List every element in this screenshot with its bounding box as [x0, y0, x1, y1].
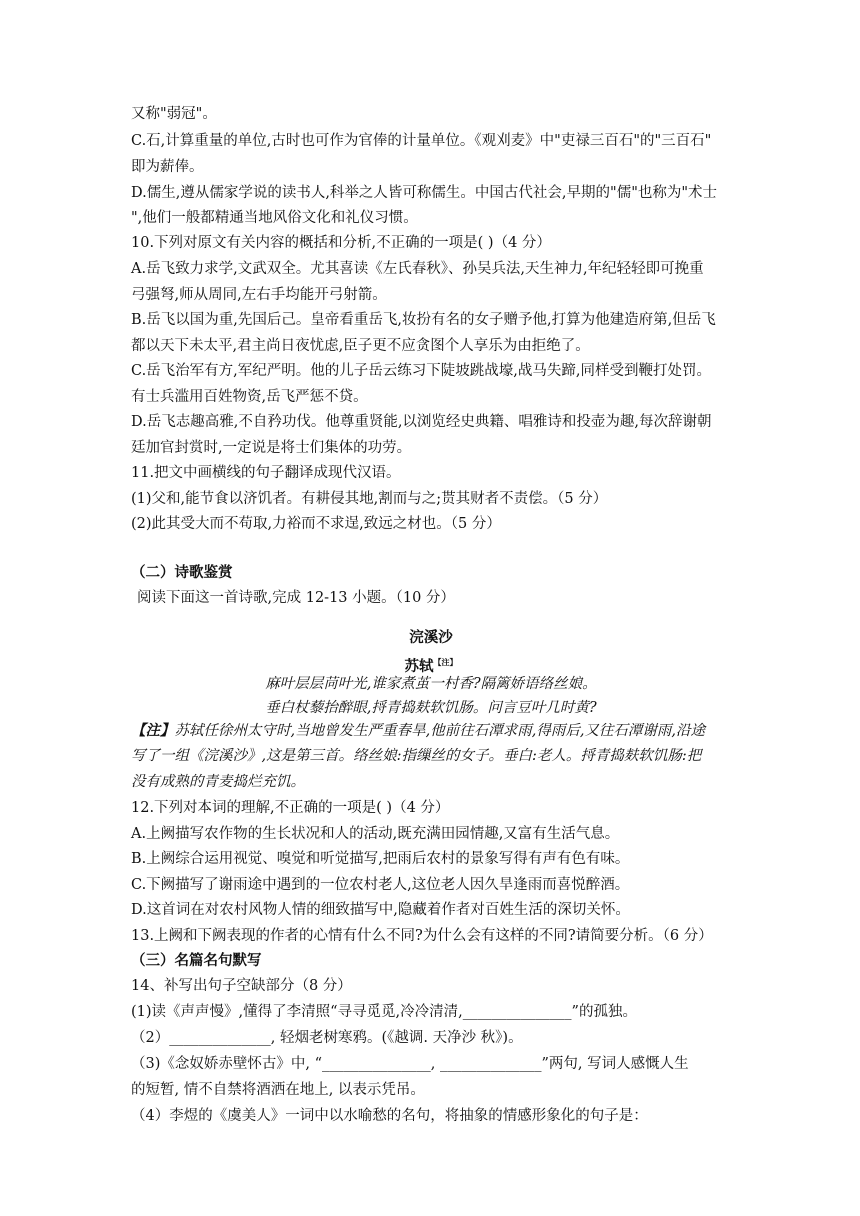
section-heading-poetry: （二）诗歌鉴赏: [131, 564, 233, 581]
q14-item-3: （3)《念奴娇赤壁怀古》中, “_______________, ______________”两句, 写词人感慨人生: [131, 1056, 689, 1072]
question-11: 11.把文中画横线的句子翻译成现代汉语。: [131, 465, 401, 481]
poem-title: 浣溪沙: [409, 629, 453, 646]
section-heading-recitation: （三）名篇名句默写: [131, 952, 262, 969]
poem-note-line: 写了一组《浣溪沙》,这是第三首。络丝娘:指缫丝的女子。垂白:老人。捋青捣麸软饥肠:把: [131, 748, 702, 764]
option-d-line: D.儒生,遵从儒家学说的读书人,科举之人皆可称儒生。中国古代社会,早期的"儒"也称为"术士: [131, 185, 718, 201]
text-line: 都以天下未太平,君主尚日夜忧虑,臣子更不应贪图个人享乐为由拒绝了。: [131, 338, 590, 354]
q10-option-c: C.岳飞治军有方,军纪严明。他的儿子岳云练习下陡坡跳战壕,战马失蹄,同样受到鞭打处罚。: [131, 363, 712, 379]
text-line: 的短暂, 情不自禁将酒洒在地上, 以表示凭吊。: [131, 1082, 425, 1098]
q12-option-c: C.下阙描写了谢雨途中遇到的一位农村老人,这位老人因久旱逢雨而喜悦醉酒。: [131, 877, 630, 893]
poem-author-name: 苏轼: [404, 657, 434, 675]
poem-note-line: 没有成熟的青麦捣烂充饥。: [131, 774, 305, 790]
text-line: 又称"弱冠"。: [131, 106, 217, 122]
q10-option-a: A.岳飞致力求学,文武双全。尤其喜读《左氏春秋》、孙吴兵法,天生神力,年纪轻轻即可挽重: [131, 261, 704, 277]
question-14: 14、补写出句子空缺部分（8 分）: [131, 978, 352, 994]
poetry-instruction: 阅读下面这一首诗歌,完成 12-13 小题。（10 分）: [137, 590, 455, 606]
text-line: 廷加官封赏时,一定说是将士们集体的功劳。: [131, 440, 412, 456]
q14-item-2: （2）______________, 轻烟老树寒鸦。(《越调. 天净沙 秋》)。: [131, 1030, 523, 1046]
q12-option-a: A.上阙描写农作物的生长状况和人的活动,既充满田园情趣,又富有生活气息。: [131, 826, 620, 842]
q14-item-1: (1)读《声声慢》,懂得了李清照“寻寻觅觅,冷冷清清,_______________”的孤独。: [131, 1004, 637, 1020]
text-line: 即为薪俸。: [131, 159, 204, 175]
poem-line: 垂白杖藜抬醉眼,捋青捣麸软饥肠。问言豆叶几时黄?: [265, 700, 597, 716]
q11-item-1: (1)父和,能节食以济饥者。有耕侵其地,割而与之;贳其财者不责偿。（5 分）: [131, 491, 608, 507]
text-line: 有士兵滥用百姓物资,岳飞严惩不贷。: [131, 389, 368, 405]
option-c-line: C.石,计算重量的单位,古时也可作为官俸的计量单位。《观刈麦》中"吏禄三百石"的"三百石": [131, 133, 712, 149]
question-13: 13.上阙和下阙表现的作者的心情有什么不同?为什么会有这样的不同?请简要分析。（6 分）: [131, 928, 713, 944]
q10-option-d: D.岳飞志趣高雅,不自矜功伐。他尊重贤能,以浏览经史典籍、唱雅诗和投壶为趣,每次辞谢朝: [131, 414, 712, 430]
text-line: 弓强弩,师从周同,左右手均能开弓射箭。: [131, 287, 387, 303]
poem-note: [131, 720, 731, 742]
text-line: ",他们一般都精通当地风俗文化和礼仪习惯。: [131, 210, 418, 226]
poem-line: 麻叶层层苘叶光,谁家煮茧一村香?隔篱娇语络丝娘。: [265, 676, 597, 692]
note-text: 苏轼任徐州太守时,当地曾发生严重春旱,他前往石潭求雨,得雨后,又往石潭谢雨,沿途: [174, 723, 706, 739]
q12-option-b: B.上阙综合运用视觉、嗅觉和听觉描写,把雨后农村的景象写得有声有色有味。: [131, 851, 630, 867]
q12-option-d: D.这首词在对农村风物人情的细致描写中,隐藏着作者对百姓生活的深切关怀。: [131, 902, 630, 918]
q10-option-b: B.岳飞以国为重,先国后己。皇帝看重岳飞,妆扮有名的女子赠予他,打算为他建造府第,但岳飞: [131, 312, 716, 328]
poem-author-note-mark: 【注】: [433, 657, 458, 667]
q11-item-2: (2)此其受大而不苟取,力裕而不求逞,致远之材也。（5 分）: [131, 516, 501, 532]
note-tag: 【注】: [131, 722, 175, 739]
question-12: 12.下列对本词的理解,不正确的一项是( )（4 分）: [131, 800, 450, 816]
question-10: 10.下列对原文有关内容的概括和分析,不正确的一项是( )（4 分）: [131, 235, 551, 251]
q14-item-4: （4）李煜的《虞美人》一词中以水喻愁的名句，将抽象的情感形象化的句子是：: [131, 1108, 648, 1124]
